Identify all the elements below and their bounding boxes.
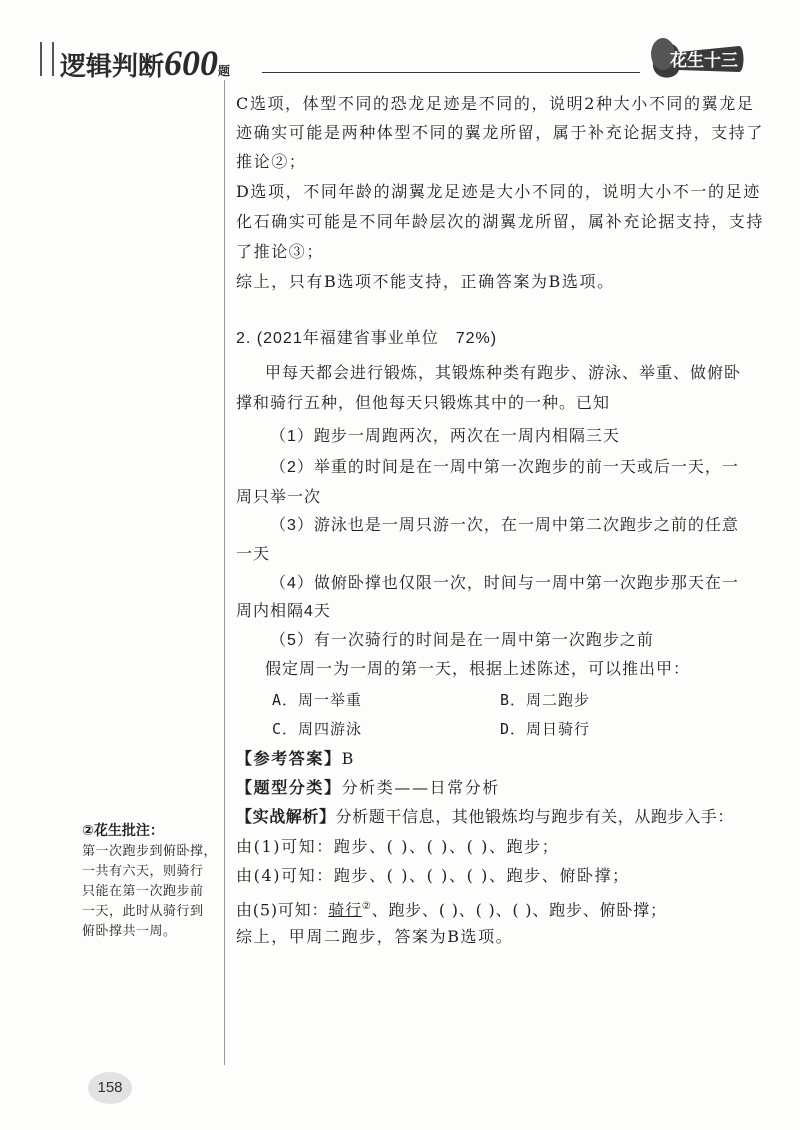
question-stem-line: 撑和骑行五种，但他每天只锻炼其中的一种。已知 xyxy=(236,395,611,412)
condition-line: （5）有一次骑行的时间是在一周中第一次跑步之前 xyxy=(270,632,654,649)
book-title-number: 600 xyxy=(164,43,219,83)
condition-line: 周内相隔4天 xyxy=(236,603,331,620)
book-title-prefix: 逻辑判断 xyxy=(60,52,165,82)
annotated-term: 骑行 xyxy=(328,900,362,920)
question-type-label: 【题型分类】 xyxy=(236,778,342,797)
header-decoration xyxy=(40,42,54,76)
question-prompt: 假定周一为一周的第一天，根据上述陈述，可以推出甲： xyxy=(265,661,691,678)
margin-divider xyxy=(224,80,225,1065)
book-title-suffix: 题 xyxy=(218,64,231,78)
annotation-marker: ② xyxy=(361,901,372,912)
conclusion: 综上，甲周二跑步，答案为B选项。 xyxy=(236,927,514,946)
question-heading: 2. (2021年福建省事业单位 72%) xyxy=(236,330,498,347)
prev-answer-line: 化石确实可能是不同年龄层次的湖翼龙所留，属补充论据支持，支持 xyxy=(236,212,765,231)
sidebar-note-line: 一共有六天，则骑行 xyxy=(82,864,204,879)
analysis-step-3-suffix: 、跑步、( )、( )、( )、跑步、俯卧撑； xyxy=(371,900,667,920)
condition-line: （2）举重的时间是在一周中第一次跑步的前一天或后一天，一 xyxy=(270,459,739,476)
condition-line: （3）游泳也是一周只游一次，在一周中第二次跑步之前的任意 xyxy=(270,517,739,534)
question-type-value: 分析类——日常分析 xyxy=(341,778,501,797)
option-b: B．周二跑步 xyxy=(500,691,591,709)
analysis-value: 分析题干信息，其他锻炼均与跑步有关，从跑步入手： xyxy=(335,807,735,826)
book-title xyxy=(60,42,230,84)
analysis-label: 【实战解析】 xyxy=(236,807,336,826)
analysis-step-3-prefix: 由(5)可知： xyxy=(236,900,329,920)
prev-answer-line: D选项，不同年龄的湖翼龙足迹是大小不同的，说明大小不一的足迹 xyxy=(236,182,761,201)
prev-answer-line: C选项，体型不同的恐龙足迹是不同的，说明2种大小不同的翼龙足 xyxy=(236,94,755,113)
reference-answer xyxy=(236,745,736,773)
option-c: C．周四游泳 xyxy=(272,720,363,738)
condition-line: （4）做俯卧撑也仅限一次，时间与一周中第一次跑步那天在一 xyxy=(270,575,739,592)
option-d: D．周日骑行 xyxy=(500,720,591,738)
analysis-step-1: 由(1)可知：跑步、( )、( )、( )、跑步； xyxy=(236,837,560,856)
header-rule xyxy=(262,72,640,73)
prev-answer-line: 综上，只有B选项不能支持，正确答案为B选项。 xyxy=(236,272,615,291)
sidebar-note-line: 俯卧撑共一周。 xyxy=(82,924,177,939)
sidebar-note-title: ②花生批注： xyxy=(82,823,164,839)
option-a: A．周一举重 xyxy=(272,691,363,709)
page-number: 158 xyxy=(88,1072,132,1104)
analysis xyxy=(236,803,736,831)
prev-answer-line: 了推论③； xyxy=(236,242,325,261)
sidebar-note-line: 一天，此时从骑行到 xyxy=(82,904,204,919)
prev-answer-line: 迹确实可能是两种体型不同的翼龙所留，属于补充论据支持，支持了 xyxy=(236,123,765,142)
condition-line: 一天 xyxy=(236,546,271,563)
reference-answer-label: 【参考答案】 xyxy=(236,749,342,768)
prev-answer-line: 推论②； xyxy=(236,152,307,171)
brand-name: 花生十三 xyxy=(670,51,738,71)
condition-line: 周只举一次 xyxy=(236,489,322,506)
reference-answer-value: B xyxy=(341,749,355,768)
sidebar-note-line: 只能在第一次跑步前 xyxy=(82,884,204,899)
question-type xyxy=(236,774,736,802)
sidebar-note-line: 第一次跑步到俯卧撑， xyxy=(82,844,218,859)
analysis-step-2: 由(4)可知：跑步、( )、( )、( )、跑步、俯卧撑； xyxy=(236,866,630,885)
analysis-step-3 xyxy=(236,893,736,924)
condition-line: （1）跑步一周跑两次，两次在一周内相隔三天 xyxy=(270,428,620,445)
question-stem-line: 甲每天都会进行锻炼，其锻炼种类有跑步、游泳、举重、做俯卧 xyxy=(265,365,742,382)
